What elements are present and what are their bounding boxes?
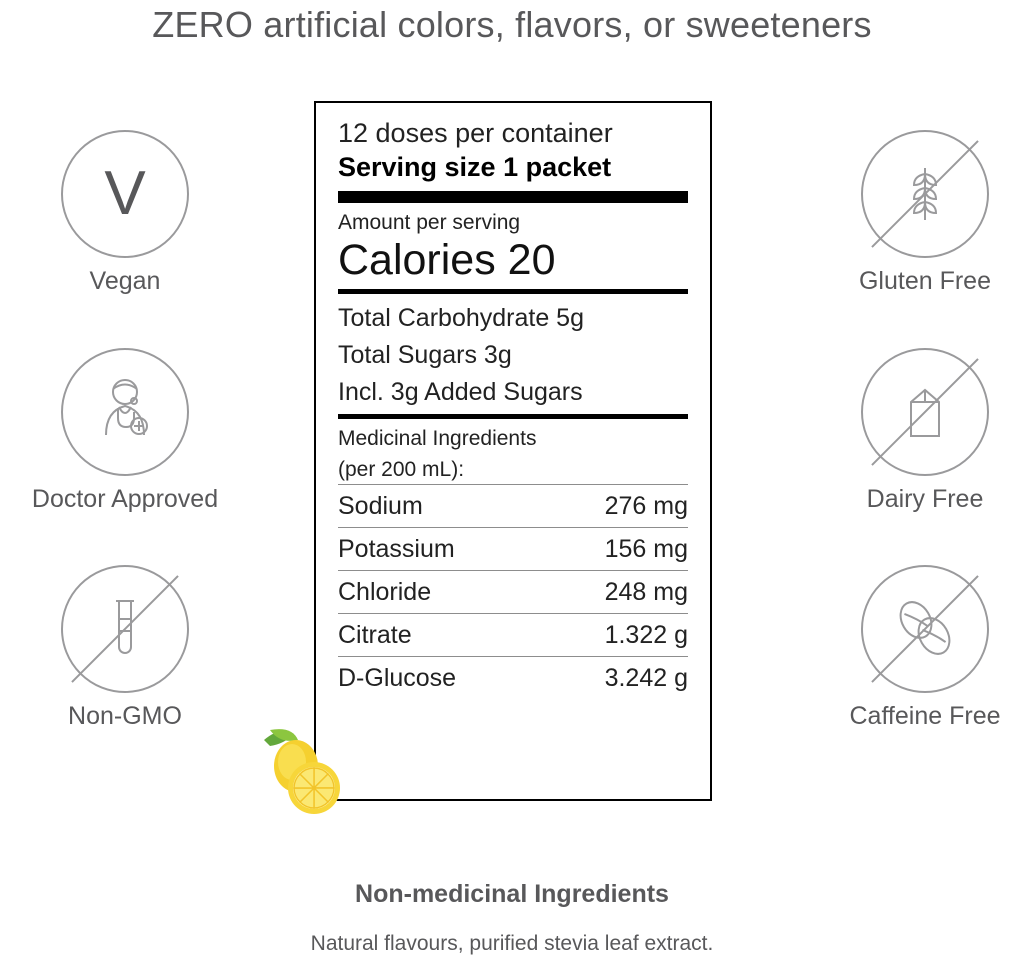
mineral-value: 276 mg <box>604 492 688 521</box>
mineral-name: Potassium <box>338 535 455 564</box>
medicinal-ingredients-heading: Medicinal Ingredients <box>338 427 537 451</box>
lemon-illustration <box>258 722 354 822</box>
nutrient-line: Incl. 3g Added Sugars <box>338 377 583 406</box>
non-medicinal-title: Non-medicinal Ingredients <box>355 880 669 908</box>
mineral-name: Chloride <box>338 578 432 607</box>
page-headline: ZERO artificial colors, flavors, or sweeteners <box>152 4 872 45</box>
badge-label: Vegan <box>89 267 161 295</box>
divider-thick <box>338 191 688 203</box>
doctor-icon <box>61 348 189 476</box>
badge-gluten-free <box>800 130 1024 296</box>
serving-size: Serving size 1 packet <box>338 151 612 182</box>
milk-carton-crossed-icon <box>861 348 989 476</box>
badge-label: Non-GMO <box>68 702 182 730</box>
mineral-row <box>338 528 688 570</box>
doses-per-container: 12 doses per container <box>338 118 613 148</box>
mineral-name: D-Glucose <box>338 664 457 693</box>
badge-label: Gluten Free <box>858 267 991 295</box>
badge-non-gmo <box>0 565 250 731</box>
mineral-row <box>338 614 688 656</box>
nutrient-line: Total Sugars 3g <box>338 340 512 369</box>
wheat-crossed-icon <box>861 130 989 258</box>
nutrition-facts-panel <box>314 101 712 801</box>
coffee-beans-crossed-icon <box>861 565 989 693</box>
badge-caffeine-free <box>800 565 1024 731</box>
badge-dairy-free <box>800 348 1024 514</box>
mineral-row <box>338 485 688 527</box>
nutrient-line: Total Carbohydrate 5g <box>338 304 584 333</box>
badge-column-right <box>800 130 1024 783</box>
mineral-value: 156 mg <box>604 535 688 564</box>
test-tube-crossed-icon <box>61 565 189 693</box>
letter-v-glyph: V <box>104 159 146 228</box>
badge-doctor-approved <box>0 348 250 514</box>
divider-medium <box>338 414 688 419</box>
vegan-v-icon <box>61 130 189 258</box>
non-medicinal-list: Natural flavours, purified stevia leaf extract. <box>310 932 714 955</box>
mineral-row <box>338 657 688 699</box>
badge-label: Doctor Approved <box>31 484 219 513</box>
mineral-value: 248 mg <box>604 578 688 607</box>
divider-medium <box>338 289 688 294</box>
mineral-value: 3.242 g <box>604 664 688 693</box>
badge-label: Dairy Free <box>866 484 984 513</box>
badge-vegan <box>0 130 250 296</box>
medicinal-ingredients-basis: (per 200 mL): <box>338 457 465 481</box>
mineral-row <box>338 571 688 613</box>
amount-per-serving: Amount per serving <box>338 210 521 234</box>
mineral-value: 1.322 g <box>604 621 688 650</box>
badge-column-left <box>0 130 250 783</box>
mineral-name: Citrate <box>338 621 412 650</box>
mineral-name: Sodium <box>338 492 423 521</box>
badge-label: Caffeine Free <box>849 702 1001 730</box>
calories-value: Calories 20 <box>338 235 556 284</box>
